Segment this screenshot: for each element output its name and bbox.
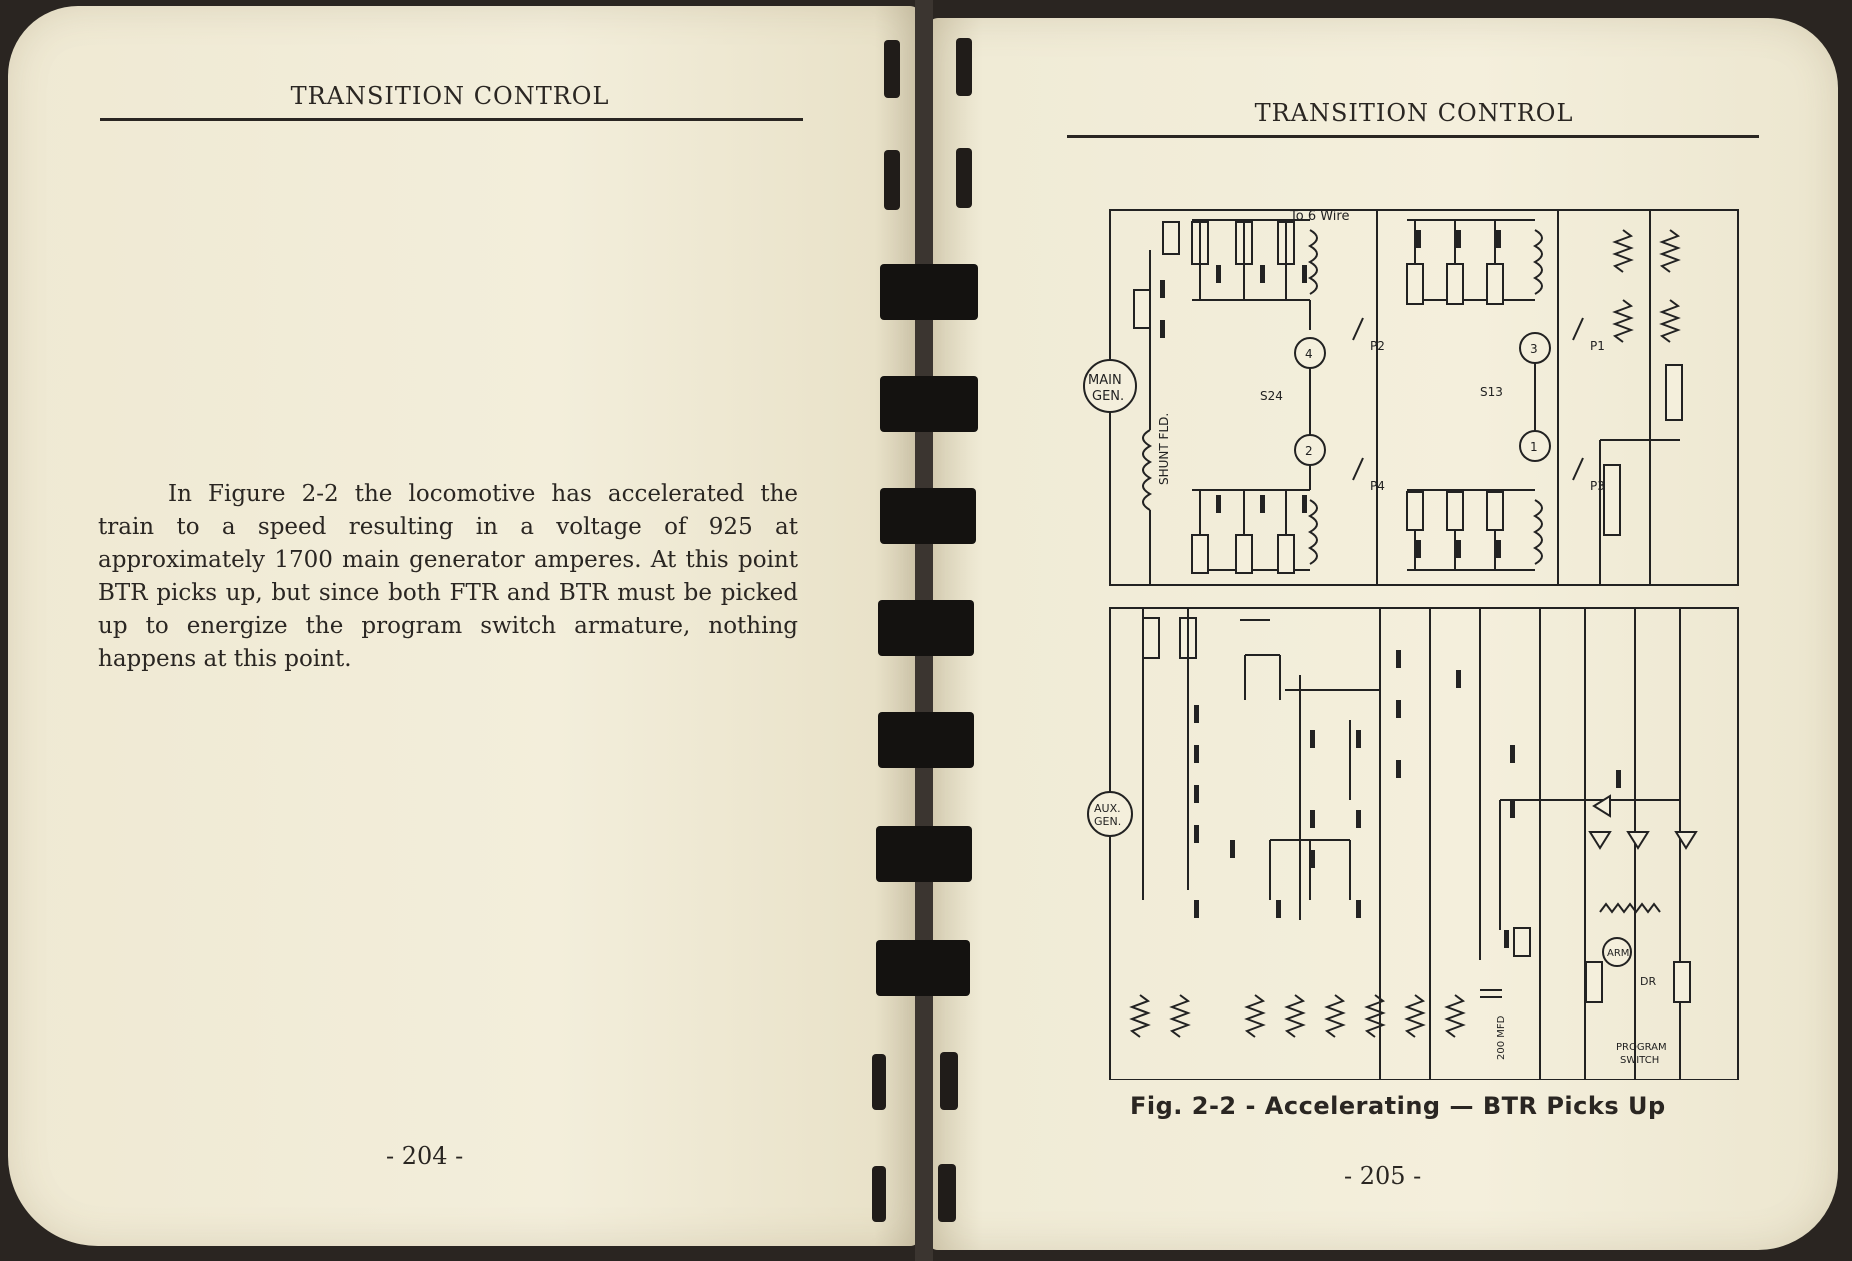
binding-ring — [876, 826, 972, 882]
binding-ring — [872, 1166, 886, 1222]
binding-ring — [940, 1052, 958, 1110]
svg-text:200 MFD: 200 MFD — [1496, 1015, 1507, 1060]
binding-ring — [876, 940, 970, 996]
page-number-left: - 204 - — [386, 1142, 464, 1170]
binding-ring — [956, 38, 972, 96]
svg-text:1: 1 — [1530, 440, 1538, 454]
binding-ring — [880, 264, 978, 320]
binding-ring — [956, 148, 972, 208]
head-rule-left — [100, 118, 803, 121]
running-head-right: TRANSITION CONTROL — [1254, 99, 1574, 127]
svg-text:S13: S13 — [1480, 385, 1503, 399]
bottom-circuit-frame — [1110, 608, 1738, 1080]
svg-text:S24: S24 — [1260, 389, 1283, 403]
generator-label: MAIN — [1088, 373, 1122, 388]
binding-ring — [880, 488, 976, 544]
page-number-right: - 205 - — [1344, 1162, 1422, 1190]
binding-ring — [884, 150, 900, 210]
svg-text:SWITCH: SWITCH — [1620, 1055, 1660, 1066]
svg-text:ARM: ARM — [1607, 948, 1630, 959]
binding-ring — [884, 40, 900, 98]
svg-text:P4: P4 — [1370, 479, 1385, 493]
svg-text:SHUNT FLD.: SHUNT FLD. — [1157, 412, 1171, 485]
body-paragraph: In Figure 2-2 the locomotive has accelerated the train to a speed resulting in a voltage of 925 at approximately 1700 main generator amperes. At this point BTR picks up, but since both FTR and BTR must be picked up to energize the program switch armature, nothing happens at this point. — [98, 481, 798, 672]
svg-text:P2: P2 — [1370, 339, 1385, 353]
binding-ring — [878, 600, 974, 656]
svg-text:2: 2 — [1305, 444, 1313, 458]
schematic-diagram — [1080, 200, 1760, 1080]
head-rule-right — [1067, 135, 1759, 138]
binding-ring — [878, 712, 974, 768]
svg-text:3: 3 — [1530, 342, 1538, 356]
svg-text:P1: P1 — [1590, 339, 1605, 353]
svg-text:4: 4 — [1305, 347, 1313, 361]
binding-ring — [938, 1164, 956, 1222]
svg-text:GEN.: GEN. — [1094, 815, 1122, 828]
figure-caption: Fig. 2-2 - Accelerating — BTR Picks Up — [1130, 1092, 1666, 1120]
svg-text:AUX.: AUX. — [1094, 802, 1121, 815]
svg-text:PROGRAM: PROGRAM — [1616, 1042, 1667, 1053]
running-head-left: TRANSITION CONTROL — [290, 82, 610, 110]
binding-ring — [872, 1054, 886, 1110]
svg-text:P3: P3 — [1590, 479, 1605, 493]
svg-text:DR: DR — [1640, 975, 1657, 988]
svg-text:To 6 Wire: To 6 Wire — [1290, 209, 1350, 224]
binding-ring — [880, 376, 978, 432]
svg-text:GEN.: GEN. — [1092, 389, 1125, 404]
